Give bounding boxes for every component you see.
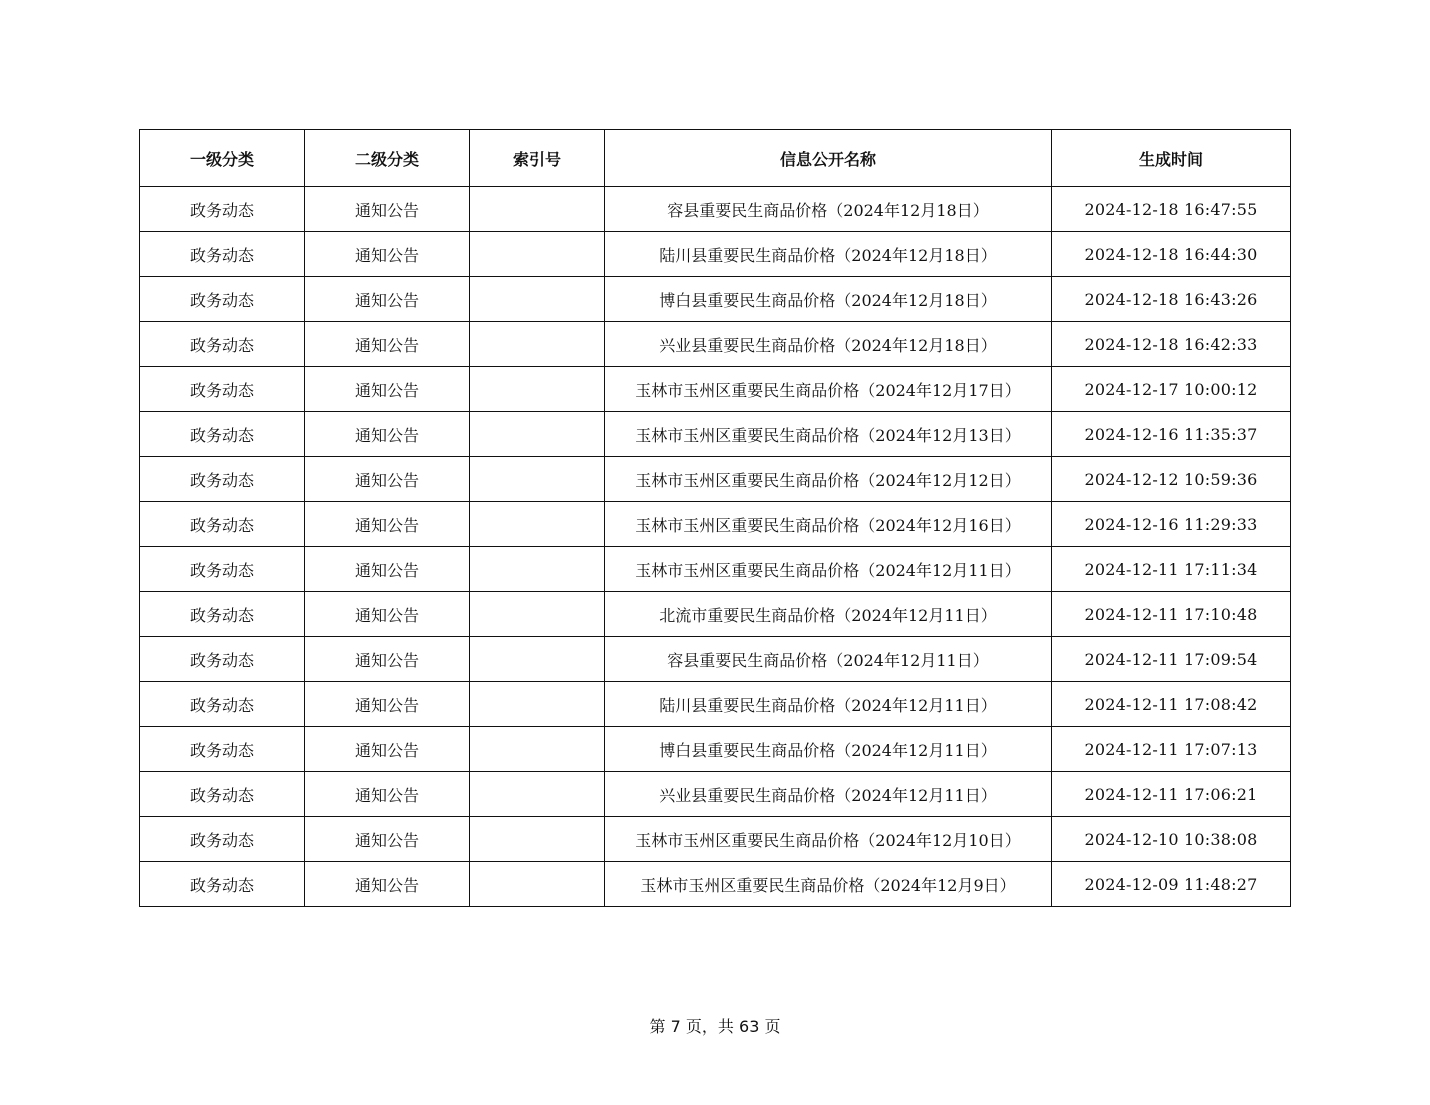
table-row	[140, 367, 1291, 412]
disclosure-title-cell: 玉林市玉州区重要民生商品价格（2024年12月9日）	[605, 862, 1052, 907]
table-row	[140, 727, 1291, 772]
index-number-cell	[470, 862, 605, 907]
primary-category-cell: 政务动态	[140, 547, 305, 592]
disclosure-title-cell: 容县重要民生商品价格（2024年12月18日）	[605, 187, 1052, 232]
secondary-category-cell: 通知公告	[305, 232, 470, 277]
primary-category-cell: 政务动态	[140, 232, 305, 277]
primary-category-cell: 政务动态	[140, 187, 305, 232]
table-row	[140, 682, 1291, 727]
table-row	[140, 547, 1291, 592]
generated-time-cell: 2024-12-16 11:35:37	[1052, 412, 1291, 457]
table-header	[140, 130, 1291, 187]
generated-time-cell: 2024-12-11 17:06:21	[1052, 772, 1291, 817]
secondary-category-cell: 通知公告	[305, 727, 470, 772]
index-number-cell	[470, 592, 605, 637]
disclosure-title-cell: 玉林市玉州区重要民生商品价格（2024年12月17日）	[605, 367, 1052, 412]
info-disclosure-table	[139, 129, 1291, 907]
secondary-category-cell: 通知公告	[305, 592, 470, 637]
disclosure-title-cell: 玉林市玉州区重要民生商品价格（2024年12月16日）	[605, 502, 1052, 547]
disclosure-title-cell: 兴业县重要民生商品价格（2024年12月11日）	[605, 772, 1052, 817]
index-number-cell	[470, 457, 605, 502]
secondary-category-cell: 通知公告	[305, 457, 470, 502]
table-row	[140, 592, 1291, 637]
header-disclosure-title: 信息公开名称	[605, 130, 1052, 187]
table-row	[140, 187, 1291, 232]
primary-category-cell: 政务动态	[140, 637, 305, 682]
index-number-cell	[470, 682, 605, 727]
primary-category-cell: 政务动态	[140, 592, 305, 637]
disclosure-title-cell: 北流市重要民生商品价格（2024年12月11日）	[605, 592, 1052, 637]
footer-middle: 页，共	[685, 1017, 734, 1036]
secondary-category-cell: 通知公告	[305, 637, 470, 682]
header-secondary-category: 二级分类	[305, 130, 470, 187]
footer-prefix: 第	[649, 1017, 666, 1036]
secondary-category-cell: 通知公告	[305, 682, 470, 727]
primary-category-cell: 政务动态	[140, 862, 305, 907]
primary-category-cell: 政务动态	[140, 277, 305, 322]
generated-time-cell: 2024-12-18 16:42:33	[1052, 322, 1291, 367]
secondary-category-cell: 通知公告	[305, 277, 470, 322]
disclosure-title-cell: 容县重要民生商品价格（2024年12月11日）	[605, 637, 1052, 682]
secondary-category-cell: 通知公告	[305, 772, 470, 817]
disclosure-title-cell: 玉林市玉州区重要民生商品价格（2024年12月11日）	[605, 547, 1052, 592]
disclosure-title-cell: 兴业县重要民生商品价格（2024年12月18日）	[605, 322, 1052, 367]
secondary-category-cell: 通知公告	[305, 547, 470, 592]
index-number-cell	[470, 637, 605, 682]
index-number-cell	[470, 412, 605, 457]
secondary-category-cell: 通知公告	[305, 862, 470, 907]
index-number-cell	[470, 502, 605, 547]
generated-time-cell: 2024-12-17 10:00:12	[1052, 367, 1291, 412]
table-row	[140, 817, 1291, 862]
index-number-cell	[470, 367, 605, 412]
index-number-cell	[470, 187, 605, 232]
primary-category-cell: 政务动态	[140, 322, 305, 367]
disclosure-title-cell: 博白县重要民生商品价格（2024年12月18日）	[605, 277, 1052, 322]
table-row	[140, 412, 1291, 457]
disclosure-title-cell: 博白县重要民生商品价格（2024年12月11日）	[605, 727, 1052, 772]
primary-category-cell: 政务动态	[140, 817, 305, 862]
secondary-category-cell: 通知公告	[305, 412, 470, 457]
secondary-category-cell: 通知公告	[305, 817, 470, 862]
primary-category-cell: 政务动态	[140, 457, 305, 502]
current-page-number: 7	[670, 1017, 681, 1036]
generated-time-cell: 2024-12-09 11:48:27	[1052, 862, 1291, 907]
index-number-cell	[470, 727, 605, 772]
index-number-cell	[470, 322, 605, 367]
disclosure-title-cell: 玉林市玉州区重要民生商品价格（2024年12月12日）	[605, 457, 1052, 502]
secondary-category-cell: 通知公告	[305, 502, 470, 547]
index-number-cell	[470, 547, 605, 592]
generated-time-cell: 2024-12-18 16:43:26	[1052, 277, 1291, 322]
disclosure-title-cell: 玉林市玉州区重要民生商品价格（2024年12月10日）	[605, 817, 1052, 862]
primary-category-cell: 政务动态	[140, 502, 305, 547]
generated-time-cell: 2024-12-11 17:09:54	[1052, 637, 1291, 682]
generated-time-cell: 2024-12-11 17:07:13	[1052, 727, 1291, 772]
table-row	[140, 457, 1291, 502]
index-number-cell	[470, 817, 605, 862]
secondary-category-cell: 通知公告	[305, 322, 470, 367]
secondary-category-cell: 通知公告	[305, 187, 470, 232]
page-footer	[0, 1014, 1430, 1037]
primary-category-cell: 政务动态	[140, 727, 305, 772]
generated-time-cell: 2024-12-11 17:11:34	[1052, 547, 1291, 592]
index-number-cell	[470, 277, 605, 322]
header-generated-time: 生成时间	[1052, 130, 1291, 187]
primary-category-cell: 政务动态	[140, 367, 305, 412]
header-index-number: 索引号	[470, 130, 605, 187]
secondary-category-cell: 通知公告	[305, 367, 470, 412]
disclosure-title-cell: 陆川县重要民生商品价格（2024年12月18日）	[605, 232, 1052, 277]
table-row	[140, 232, 1291, 277]
primary-category-cell: 政务动态	[140, 412, 305, 457]
footer-suffix: 页	[764, 1017, 781, 1036]
table-row	[140, 322, 1291, 367]
generated-time-cell: 2024-12-18 16:44:30	[1052, 232, 1291, 277]
table-row	[140, 772, 1291, 817]
disclosure-title-cell: 陆川县重要民生商品价格（2024年12月11日）	[605, 682, 1052, 727]
index-number-cell	[470, 232, 605, 277]
generated-time-cell: 2024-12-10 10:38:08	[1052, 817, 1291, 862]
disclosure-title-cell: 玉林市玉州区重要民生商品价格（2024年12月13日）	[605, 412, 1052, 457]
generated-time-cell: 2024-12-18 16:47:55	[1052, 187, 1291, 232]
primary-category-cell: 政务动态	[140, 772, 305, 817]
generated-time-cell: 2024-12-11 17:08:42	[1052, 682, 1291, 727]
generated-time-cell: 2024-12-11 17:10:48	[1052, 592, 1291, 637]
primary-category-cell: 政务动态	[140, 682, 305, 727]
table-body	[140, 187, 1291, 907]
index-number-cell	[470, 772, 605, 817]
table-row	[140, 277, 1291, 322]
table-row	[140, 637, 1291, 682]
header-row	[140, 130, 1291, 187]
generated-time-cell: 2024-12-16 11:29:33	[1052, 502, 1291, 547]
table-row	[140, 862, 1291, 907]
header-primary-category: 一级分类	[140, 130, 305, 187]
total-page-count: 63	[739, 1017, 760, 1036]
table-row	[140, 502, 1291, 547]
generated-time-cell: 2024-12-12 10:59:36	[1052, 457, 1291, 502]
